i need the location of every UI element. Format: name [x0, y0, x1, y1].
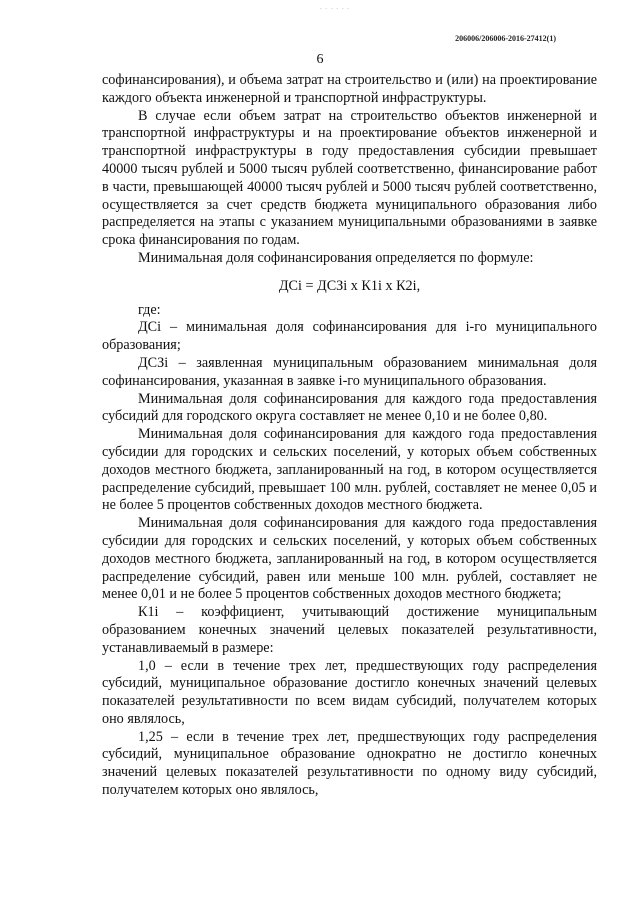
definition-k1i: К1i – коэффициент, учитывающий достижение муниципальным образованием конечных значений целевых показателей результативности, устанавливаемый в размере: [102, 604, 597, 656]
paragraph-settlement-share-under-100m: Минимальная доля софинансирования для каждого года предоставления субсидии для городских и сельских поселений, у которых объем собственных доходов местного бюджета, запланированный на год, в котором осуществляется распределение субсидий, равен или меньше 100 млн. рублей, составляет не менее 0,01 и не более 5 процентов собственных доходов местного бюджета; [102, 515, 597, 603]
definition-dsi: ДСi – минимальная доля софинансирования для i-го муниципального образования; [102, 319, 597, 354]
coefficient-1-0: 1,0 – если в течение трех лет, предшествующих году распределения субсидий, муниципальное образование достигло конечных значений целевых показателей результативности по всем видам субсидий, получателем которых оно являлось, [102, 657, 597, 727]
document-id: 206006/206006-2016-27412(1) [455, 34, 556, 43]
document-body [102, 72, 597, 800]
definition-dszi: ДСЗi – заявленная муниципальным образованием минимальная доля софинансирования, указанная в заявке i-го муниципального образования. [102, 354, 597, 389]
paragraph-city-district-share: Минимальная доля софинансирования для каждого года предоставления субсидий для городского округа составляет не менее 0,10 и не более 0,80. [102, 390, 597, 425]
paragraph-formula-intro: Минимальная доля софинансирования определяется по формуле: [138, 249, 534, 266]
top-mark: - - - - - - [319, 6, 351, 12]
page-number: 6 [316, 52, 324, 67]
formula: ДСi = ДСЗi х К1i х К2i, [278, 277, 421, 294]
paragraph-settlement-share-over-100m: Минимальная доля софинансирования для каждого года предоставления субсидии для городских и сельских поселений, у которых объем собственных доходов местного бюджета, запланированный на год, в котором осуществляется распределение субсидий, превышает 100 млн. рублей, составляет не менее 0,05 и не более 5 процентов собственных доходов местного бюджета. [102, 426, 597, 514]
where-label: где: [138, 301, 161, 318]
coefficient-1-25: 1,25 – если в течение трех лет, предшествующих году распределения субсидий, муниципальное образование однократно не достигло конечных значений целевых показателей результативности по одному виду субсидий, получателем которых оно являлось, [102, 728, 597, 799]
paragraph-cost-limits: В случае если объем затрат на строительство объектов инженерной и транспортной инфраструктуры и на проектирование объектов инженерной и транспортной инфраструктуры в году предоставления субсидии превышает 40000 тысяч рублей и 5000 тысяч рублей соответственно, финансирование работ в части, превышающей 40000 тысяч рублей и 5000 тысяч рублей соответственно, осуществляется за счет средств бюджета муниципального образования либо распределяется на этапы с указанием муниципальными образованиями в заявке срока финансирования по годам. [102, 107, 597, 249]
paragraph-continuation: софинансирования), и объема затрат на строительство и (или) на проектирование каждого объекта инженерной и транспортной инфраструктуры. [102, 72, 597, 106]
